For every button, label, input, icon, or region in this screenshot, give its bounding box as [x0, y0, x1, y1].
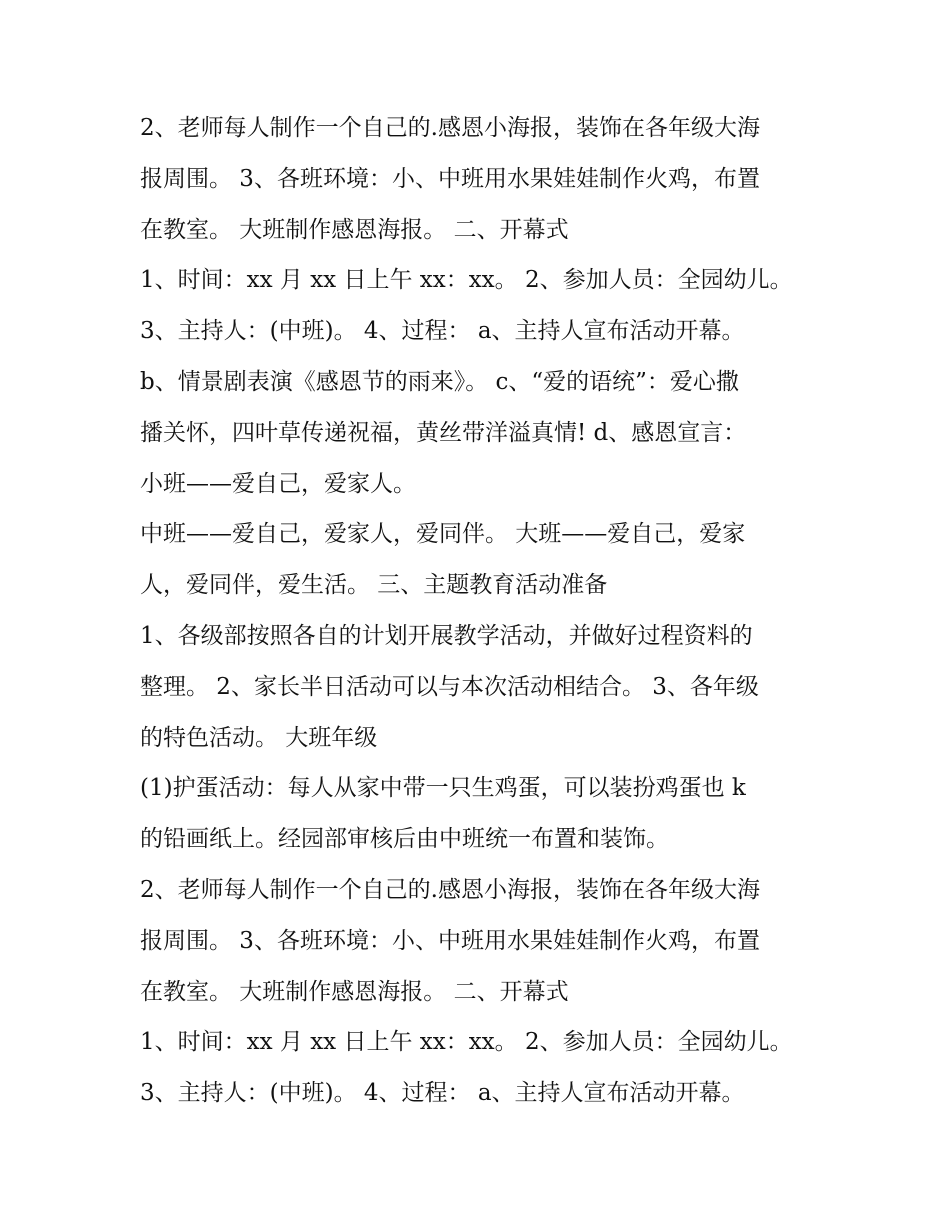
text-line: 3、主持人：(中班)。 4、过程： a、主持人宣布活动开幕。: [140, 1080, 745, 1107]
text-line: b、情景剧表演《感恩节的雨来》。 c、“爱的语统”：爱心撒: [140, 368, 739, 395]
text-line: 中班——爱自己，爱家人，爱同伴。 大班——爱自己，爱家: [140, 521, 746, 548]
text-line: 2、老师每人制作一个自己的.感恩小海报，装饰在各年级大海: [140, 115, 760, 141]
text-line: 1、各级部按照各自的计划开展教学活动，并做好过程资料的: [140, 622, 753, 649]
document-body: [140, 103, 830, 1119]
text-line: 报周围。 3、各班环境：小、中班用水果娃娃制作火鸡，布置: [140, 165, 760, 192]
text-line: 3、主持人：(中班)。 4、过程： a、主持人宣布活动开幕。: [140, 318, 745, 345]
text-line: 2、老师每人制作一个自己的.感恩小海报，装饰在各年级大海: [140, 876, 760, 903]
text-line: 播关怀，四叶草传递祝福，黄丝带洋溢真情! d、感恩宣言：: [140, 419, 747, 446]
text-line: 人，爱同伴，爱生活。 三、主题教育活动准备: [140, 572, 608, 599]
text-line: 小班——爱自己，爱家人。: [140, 470, 416, 497]
text-line: 的特色活动。 大班年级: [140, 724, 378, 751]
text-line: 1、时间：xx 月 xx 日上午 xx：xx。 2、参加人员：全园幼儿。: [140, 1029, 793, 1056]
text-line: (1)护蛋活动：每人从家中带一只生鸡蛋，可以装扮鸡蛋也 k: [140, 775, 746, 802]
text-line: 在教室。 大班制作感恩海报。 二、开幕式: [140, 216, 569, 243]
text-line: 报周围。 3、各班环境：小、中班用水果娃娃制作火鸡，布置: [140, 927, 760, 954]
text-line: 在教室。 大班制作感恩海报。 二、开幕式: [140, 978, 569, 1005]
text-line: 的铅画纸上。经园部审核后由中班统一布置和装饰。: [140, 826, 669, 853]
text-line: 整理。 2、家长半日活动可以与本次活动相结合。 3、各年级: [140, 673, 759, 700]
text-line: 1、时间：xx 月 xx 日上午 xx：xx。 2、参加人员：全园幼儿。: [140, 267, 793, 294]
